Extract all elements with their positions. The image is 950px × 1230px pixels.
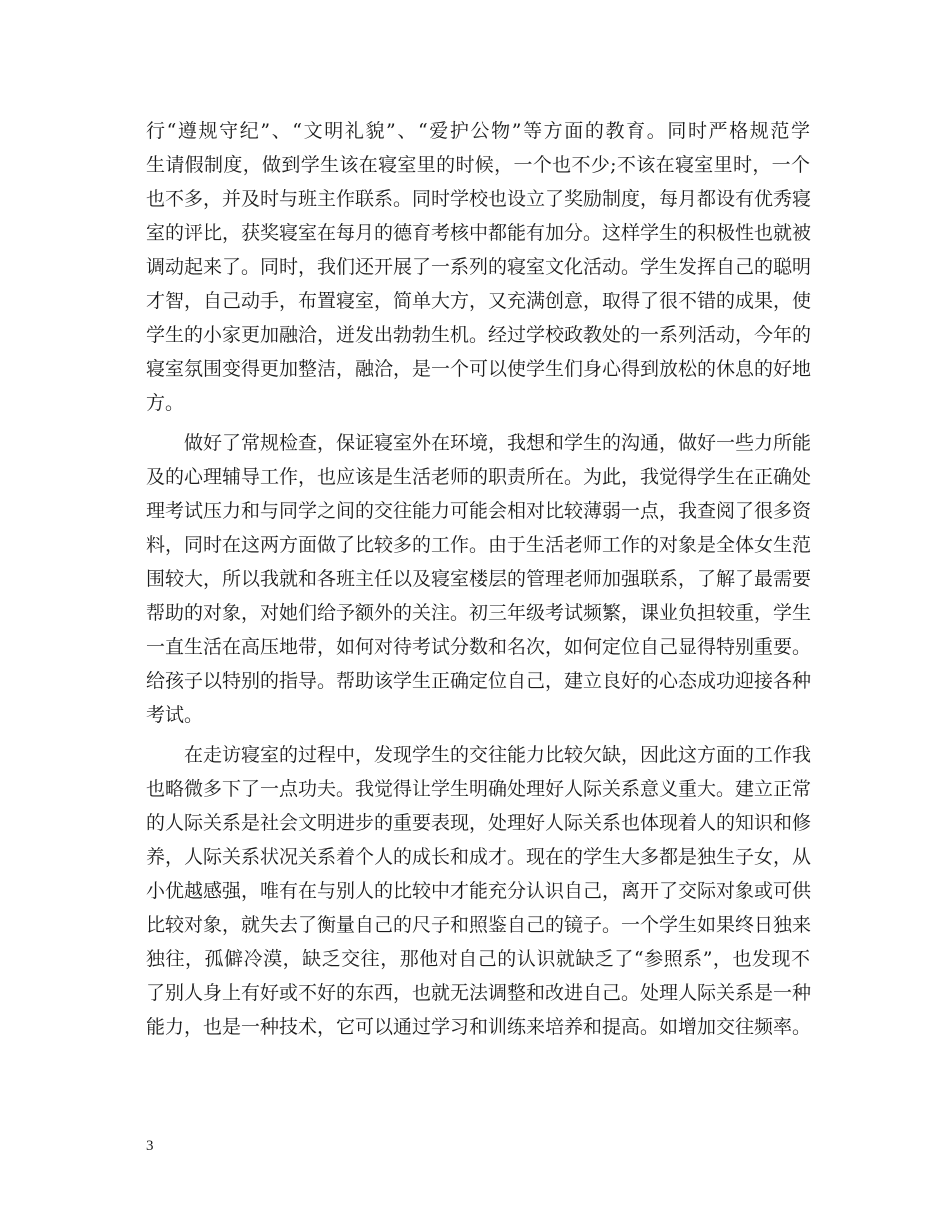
text-line: 独往，孤僻冷漠，缺乏交往，那他对自己的认识就缺乏了“参照系”，也发现不 <box>146 948 810 970</box>
text-line: 在走访寝室的过程中，发现学生的交往能力比较欠缺，因此这方面的工作我 <box>146 744 812 766</box>
text-line: 养，人际关系状况关系着个人的成长和成才。现在的学生大多都是独生子女，从 <box>146 846 812 868</box>
text-line: 学生的小家更加融洽，迸发出勃勃生机。经过学校政教处的一系列活动，今年的 <box>146 324 812 346</box>
text-line: 及的心理辅导工作，也应该是生活老师的职责所在。为此，我觉得学生在正确处 <box>146 466 812 488</box>
text-line: 围较大，所以我就和各班主任以及寝室楼层的管理老师加强联系，了解了最需要 <box>146 568 812 590</box>
text-line: 也不多，并及时与班主作联系。同时学校也设立了奖励制度，每月都设有优秀寝 <box>146 188 812 210</box>
text-line: 才智，自己动手，布置寝室，简单大方，又充满创意，取得了很不错的成果，使 <box>146 290 812 312</box>
text-line: 理考试压力和与同学之间的交往能力可能会相对比较薄弱一点，我查阅了很多资 <box>146 500 812 522</box>
text-line: 考试。 <box>146 704 204 726</box>
text-line: 方。 <box>146 392 185 414</box>
text-line: 生请假制度，做到学生该在寝室里的时候，一个也不少;不该在寝室里时，一个 <box>146 154 810 176</box>
text-line: 做好了常规检查，保证寝室外在环境，我想和学生的沟通，做好一些力所能 <box>146 432 812 454</box>
text-line: 料，同时在这两方面做了比较多的工作。由于生活老师工作的对象是全体女生范 <box>146 534 812 556</box>
text-line: 能力，也是一种技术，它可以通过学习和训练来培养和提高。如增加交往频率。 <box>146 1016 812 1038</box>
text-line: 小优越感强，唯有在与别人的比较中才能充分认识自己，离开了交际对象或可供 <box>146 880 812 902</box>
text-line: 一直生活在高压地带，如何对待考试分数和名次，如何定位自己显得特别重要。 <box>146 636 812 658</box>
text-line: 的人际关系是社会文明进步的重要表现，处理好人际关系也体现着人的知识和修 <box>146 812 812 834</box>
page-number: 3 <box>146 1138 154 1154</box>
text-line: 室的评比，获奖寝室在每月的德育考核中都能有加分。这样学生的积极性也就被 <box>146 222 812 244</box>
text-line: 行“遵规守纪”、“文明礼貌”、“爱护公物”等方面的教育。同时严格规范学 <box>146 120 810 142</box>
text-line: 调动起来了。同时，我们还开展了一系列的寝室文化活动。学生发挥自己的聪明 <box>146 256 812 278</box>
text-line: 寝室氛围变得更加整洁，融洽，是一个可以使学生们身心得到放松的休息的好地 <box>146 358 812 380</box>
text-line: 了别人身上有好或不好的东西，也就无法调整和改进自己。处理人际关系是一种 <box>146 982 812 1004</box>
text-line: 比较对象，就失去了衡量自己的尺子和照鉴自己的镜子。一个学生如果终日独来 <box>146 914 812 936</box>
text-line: 也略微多下了一点功夫。我觉得让学生明确处理好人际关系意义重大。建立正常 <box>146 778 812 800</box>
text-line: 给孩子以特别的指导。帮助该学生正确定位自己，建立良好的心态成功迎接各种 <box>146 670 812 692</box>
body-text <box>146 114 810 1044</box>
text-line: 帮助的对象，对她们给予额外的关注。初三年级考试频繁，课业负担较重，学生 <box>146 602 812 624</box>
